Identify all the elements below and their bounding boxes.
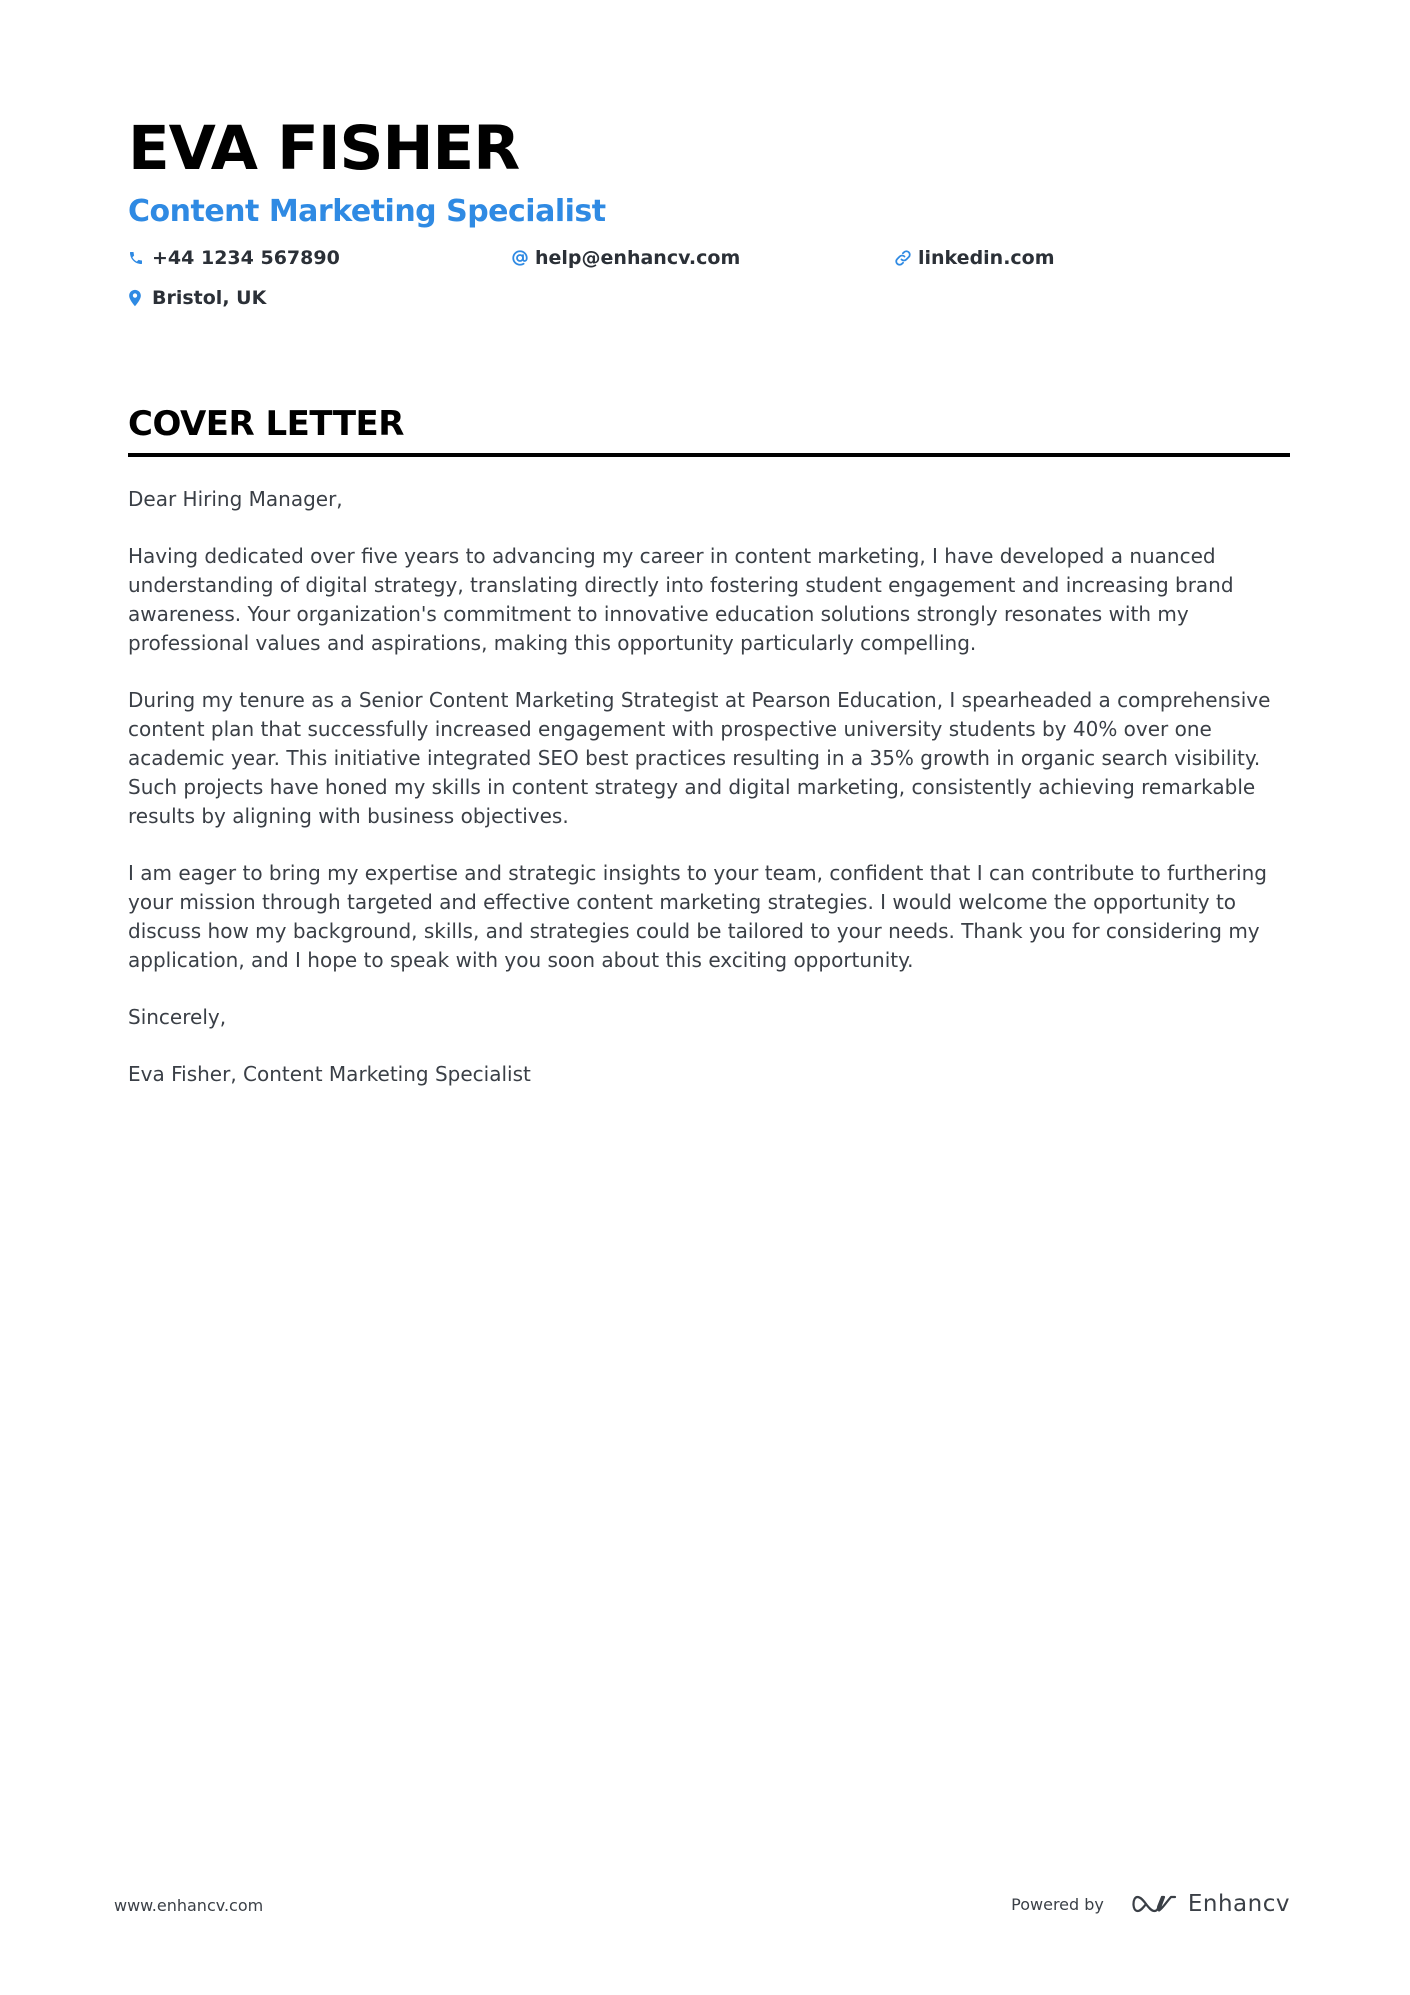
applicant-name: EVA FISHER [128, 113, 520, 184]
enhancv-logo-icon [1132, 1892, 1178, 1916]
enhancv-logo[interactable] [1132, 1891, 1290, 1917]
phone-text: +44 1234 567890 [152, 247, 340, 269]
cover-letter-page [128, 100, 1290, 1117]
contact-linkedin [894, 245, 1277, 271]
footer-powered-by [1011, 1884, 1290, 1924]
letter-paragraph: During my tenure as a Senior Content Marketing Strategist at Pearson Education, I spearheaded a comprehensive content plan that successfully increased engagement with prospective university students by 40% over one academic year. This initiative integrated SEO best practices resulting in a 35% growth in organic search visibility. Such projects have honed my skills in content strategy and digital marketing, consistently achieving remarkable results by aligning with business objectives. [128, 688, 1271, 828]
powered-by-text: Powered by [1011, 1894, 1104, 1914]
location-text: Bristol, UK [152, 287, 267, 309]
contact-phone [128, 245, 511, 271]
at-icon [511, 246, 535, 270]
contact-location [128, 285, 511, 311]
section-divider [128, 453, 1290, 457]
location-pin-icon [128, 286, 152, 310]
letter-signature: Eva Fisher, Content Marketing Specialist [128, 1062, 531, 1086]
linkedin-text: linkedin.com [918, 247, 1055, 269]
letter-closing: Sincerely, [128, 1005, 227, 1029]
section-title-cover-letter: COVER LETTER [128, 404, 404, 444]
footer-website[interactable]: www.enhancv.com [114, 1896, 264, 1915]
link-icon [894, 246, 918, 270]
letter-paragraph: I am eager to bring my expertise and strategic insights to your team, confident that I can contribute to furthering your mission through targeted and effective content marketing strategies. I would welcome the opportunity to discuss how my background, skills, and strategies could be tailored to your needs. Thank you for considering my application, and I hope to speak with you soon about this exciting opportunity. [128, 861, 1267, 972]
letter-paragraph: Having dedicated over five years to advancing my career in content marketing, I have developed a nuanced understanding of digital strategy, translating directly into fostering student engagement and increasing brand awareness. Your organization's commitment to innovative education solutions strongly resonates with my professional values and aspirations, making this opportunity particularly compelling. [128, 544, 1234, 655]
contact-list [128, 245, 1290, 311]
email-text: help@enhancv.com [535, 247, 741, 269]
job-title: Content Marketing Specialist [128, 194, 606, 229]
letter-salutation: Dear Hiring Manager, [128, 487, 343, 511]
phone-icon [128, 246, 152, 270]
contact-email [511, 245, 894, 271]
letter-body [128, 485, 1290, 1089]
brand-name: Enhancv [1187, 1891, 1290, 1917]
